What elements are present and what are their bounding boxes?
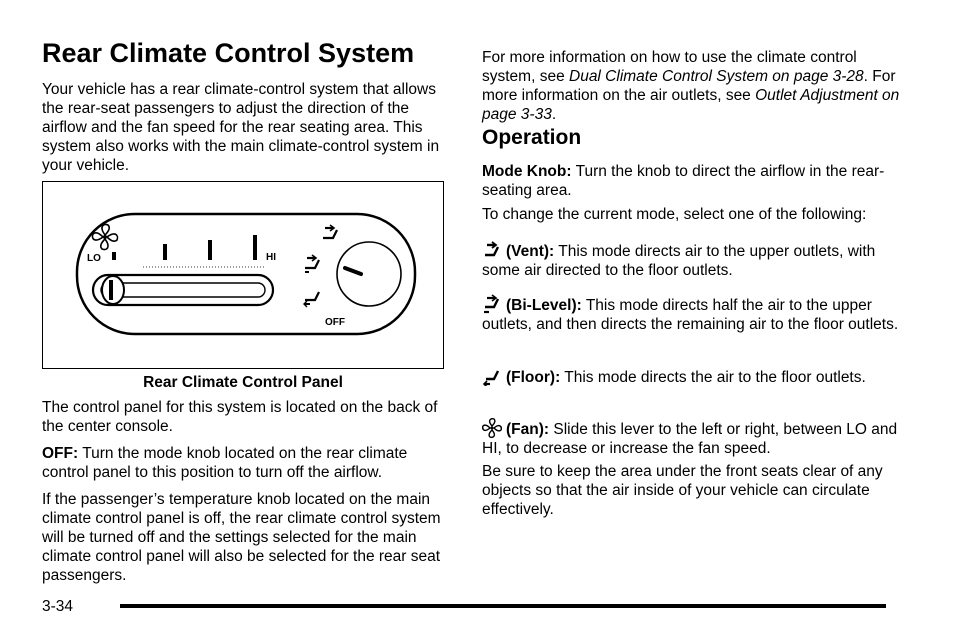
mode-vent-text: This mode directs air to the upper outlets, with some air directed to the floor outlets. (482, 243, 876, 279)
mode-floor-text: This mode directs the air to the floor outlets. (564, 369, 866, 386)
mode-vent-paragraph (482, 240, 902, 280)
mode-floor-paragraph (482, 366, 902, 387)
mode-floor-label: (Floor): (506, 369, 561, 386)
intro-paragraph: Your vehicle has a rear climate-control system that allows the rear-seat passengers to adjust the direction of the airflow and the fan speed for the rear seating area. This system also works with the main climate-control system in your vehicle. (42, 81, 440, 174)
footer-rule (120, 604, 886, 608)
operation-heading: Operation (482, 126, 582, 149)
passenger-note-paragraph: If the passenger’s temperature knob located on the main climate control panel is off, the rear climate control system will be turned off and the settings selected for the main climate control panel will also be selected for the rear seat passengers. (42, 491, 441, 584)
link-dual-climate[interactable]: Dual Climate Control System on page 3-28 (569, 68, 864, 85)
more-info-paragraph (482, 48, 902, 124)
mode-fan-text: Slide this lever to the left or right, between LO and HI, to decrease or increase the fan speed. (482, 421, 898, 457)
panel-location-paragraph: The control panel for this system is located on the back of the center console. (42, 399, 438, 435)
mode-bilevel-label: (Bi-Level): (506, 297, 582, 314)
off-text: Turn the mode knob located on the rear climate control panel to this position to turn off the airflow. (42, 445, 408, 481)
mode-bilevel-paragraph (482, 294, 902, 334)
figure-caption: Rear Climate Control Panel (143, 374, 343, 391)
rear-climate-panel-figure (42, 181, 444, 369)
mode-fan-paragraph (482, 418, 902, 458)
more-info-post: . (551, 106, 557, 123)
lo-label: LO (87, 253, 101, 264)
mode-knob (337, 242, 401, 306)
off-paragraph (42, 444, 452, 482)
mode-knob-paragraph (482, 162, 902, 200)
mode-vent-label: (Vent): (506, 243, 555, 260)
mode-bilevel-text: This mode directs half the air to the upper outlets, and then directs the remaining air to the floor outlets. (482, 297, 899, 333)
floor-icon (482, 366, 502, 386)
more-info-mid: . For more information on the air outlets, see (482, 68, 896, 104)
floor-icon (304, 292, 319, 307)
fan-speed-slider-knob (102, 276, 124, 304)
hi-label: HI (266, 252, 276, 263)
more-info-pre: For more information on how to use the climate control system, see (482, 49, 857, 85)
off-label-text: OFF: (42, 445, 79, 462)
rear-climate-panel-illustration (43, 182, 443, 368)
page-number: 3-34 (42, 598, 74, 615)
vent-icon (323, 225, 337, 238)
page-title: Rear Climate Control System (42, 38, 415, 68)
mode-fan-label: (Fan): (506, 421, 550, 438)
seats-note-paragraph: Be sure to keep the area under the front seats clear of any objects so that the air inside of your vehicle can circulate effectively. (482, 463, 883, 518)
fan-icon (482, 418, 502, 438)
change-mode-paragraph: To change the current mode, select one of the following: (482, 206, 867, 223)
vent-icon (482, 240, 502, 260)
bilevel-icon (482, 294, 502, 314)
link-outlet-adjustment[interactable]: Outlet Adjustment on page 3-33 (482, 87, 900, 123)
mode-knob-text: Turn the knob to direct the airflow in the rear-seating area. (482, 163, 885, 199)
off-label: OFF (325, 317, 345, 328)
bilevel-icon (305, 255, 319, 272)
mode-knob-label: Mode Knob: (482, 163, 572, 180)
